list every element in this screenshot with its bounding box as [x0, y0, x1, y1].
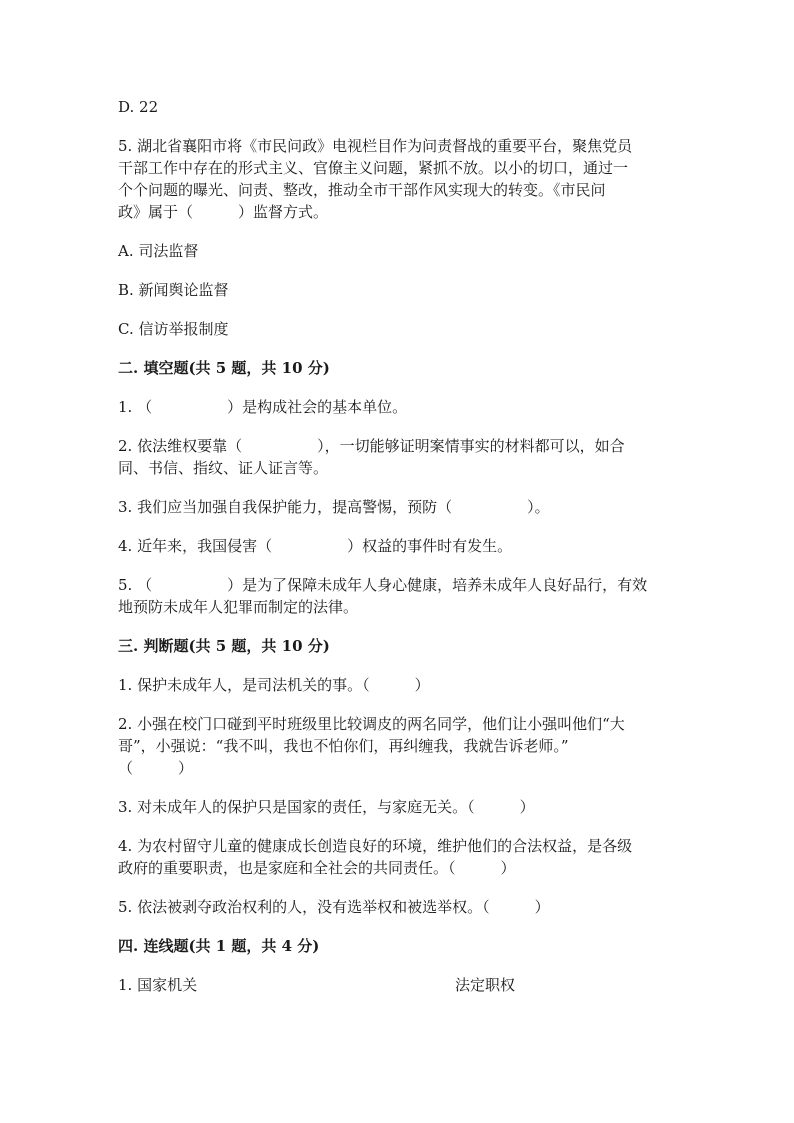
question-line: 3. 我们应当加强自我保护能力，提高警惕，预防（ ）。: [118, 498, 550, 516]
option-b: B. 新闻舆论监督: [118, 281, 229, 299]
option-a: A. 司法监督: [118, 242, 199, 260]
judge-question-1: [118, 674, 678, 696]
question-line: 4. 近年来，我国侵害（ ）权益的事件时有发生。: [118, 537, 513, 555]
question-line: 1. （ ）是构成社会的基本单位。: [118, 398, 408, 416]
matching-right-item: 法定职权: [455, 976, 516, 994]
stem-line: 政》属于（ ）监督方式。: [118, 203, 329, 221]
question-line: 2. 依法维权要靠（ ），一切能够证明案情事实的材料都可以，如合: [118, 437, 625, 455]
stem-line: 5. 湖北省襄阳市将《市民问政》电视栏目作为问责督战的重要平台，聚焦党员: [118, 137, 633, 155]
section-heading-true-false: 三. 判断题(共 5 题，共 10 分): [118, 637, 330, 655]
fill-question-4: [118, 535, 678, 557]
fill-question-1: [118, 396, 678, 418]
question-line: 2. 小强在校门口碰到平时班级里比较调皮的两名同学，他们让小强叫他们“大: [118, 715, 625, 733]
question-line: 3. 对未成年人的保护只是国家的责任，与家庭无关。（ ）: [118, 798, 535, 816]
matching-left-item: 1. 国家机关: [118, 976, 198, 994]
question-line: （ ）: [118, 759, 194, 777]
question-line: 地预防未成年人犯罪而制定的法律。: [118, 598, 359, 616]
question-line: 同、书信、指纹、证人证言等。: [118, 459, 329, 477]
previous-option-d: D. 22: [118, 98, 159, 116]
question-line: 哥”，小强说：“我不叫，我也不怕你们，再纠缠我，我就告诉老师。”: [118, 737, 569, 755]
judge-question-5: [118, 896, 678, 918]
choice-question-5: [118, 135, 678, 223]
judge-question-4: [118, 835, 678, 879]
option-c: C. 信访举报制度: [118, 320, 229, 338]
judge-question-3: [118, 796, 678, 818]
section-heading-matching: 四. 连线题(共 1 题，共 4 分): [118, 937, 320, 955]
question-line: 5. 依法被剥夺政治权利的人，没有选举权和被选举权。（ ）: [118, 898, 550, 916]
question-line: 4. 为农村留守儿童的健康成长创造良好的环境，维护他们的合法权益，是各级: [118, 837, 633, 855]
stem-line: 干部工作中存在的形式主义、官僚主义问题，紧抓不放。以小的切口，通过一: [118, 159, 629, 177]
section-heading-fill-in: 二. 填空题(共 5 题，共 10 分): [118, 359, 330, 377]
judge-question-2: [118, 713, 678, 779]
fill-question-2: [118, 435, 678, 479]
exam-page: [118, 96, 678, 996]
stem-line: 个个问题的曝光、问责、整改，推动全市干部作风实现大的转变。《市民问: [118, 181, 606, 199]
question-line: 1. 保护未成年人，是司法机关的事。（ ）: [118, 676, 430, 694]
fill-question-3: [118, 496, 678, 518]
question-line: 政府的重要职责，也是家庭和全社会的共同责任。（ ）: [118, 859, 516, 877]
matching-row: [118, 974, 678, 996]
question-line: 5. （ ）是为了保障未成年人身心健康，培养未成年人良好品行，有效: [118, 576, 648, 594]
fill-question-5: [118, 574, 678, 618]
question-stem: [118, 135, 678, 223]
